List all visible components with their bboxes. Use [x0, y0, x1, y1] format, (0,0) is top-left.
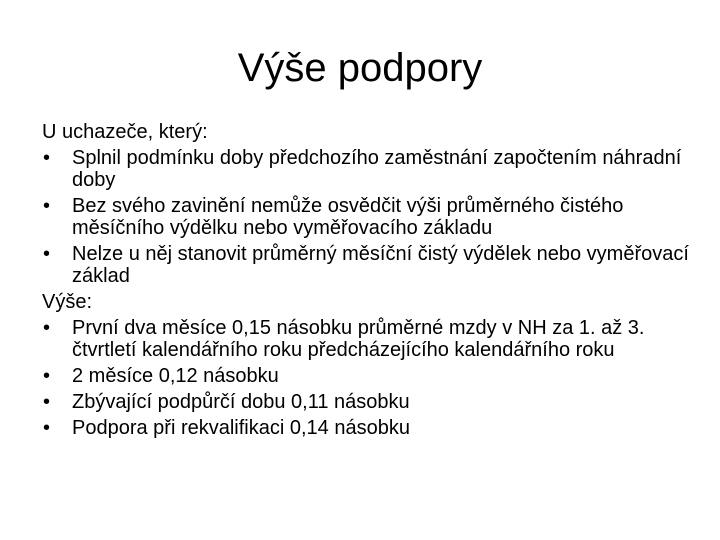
section-heading-candidate: U uchazeče, který:	[42, 121, 208, 143]
list-item-text: 2 měsíce 0,12 násobku	[72, 365, 279, 387]
list-item	[42, 365, 702, 387]
list-item-text: Nelze u něj stanovit průměrný měsíční čistý výdělek nebo vyměřovací základ	[72, 243, 689, 287]
slide-title: Výše podpory	[237, 46, 483, 90]
bullet-icon: •	[43, 391, 51, 413]
list-item-text: Podpora při rekvalifikaci 0,14 násobku	[72, 417, 410, 439]
list-item-text: Splnil podmínku doby předchozího zaměstnání započtením náhradní doby	[72, 147, 682, 191]
bullet-icon: •	[43, 195, 51, 217]
candidate-conditions-list	[42, 147, 702, 287]
list-item	[42, 195, 702, 239]
amount-list	[42, 317, 702, 439]
bullet-icon: •	[43, 365, 51, 387]
slide-content	[42, 121, 702, 443]
bullet-icon: •	[43, 317, 51, 339]
bullet-icon: •	[43, 147, 51, 169]
list-item	[42, 147, 702, 191]
list-item	[42, 391, 702, 413]
list-item-text: Bez svého zavinění nemůže osvědčit výši průměrného čistého měsíčního výdělku nebo vyměřovacího základu	[72, 195, 624, 239]
bullet-icon: •	[43, 243, 51, 265]
list-item-text: Zbývající podpůrčí dobu 0,11 násobku	[72, 391, 410, 413]
list-item	[42, 243, 702, 287]
list-item	[42, 317, 702, 361]
list-item	[42, 417, 702, 439]
bullet-icon: •	[43, 417, 51, 439]
section-heading-amount: Výše:	[42, 291, 93, 313]
list-item-text: První dva měsíce 0,15 násobku průměrné mzdy v NH za 1. až 3. čtvrtletí kalendářního roku předcházejícího kalendářního roku	[72, 317, 645, 361]
